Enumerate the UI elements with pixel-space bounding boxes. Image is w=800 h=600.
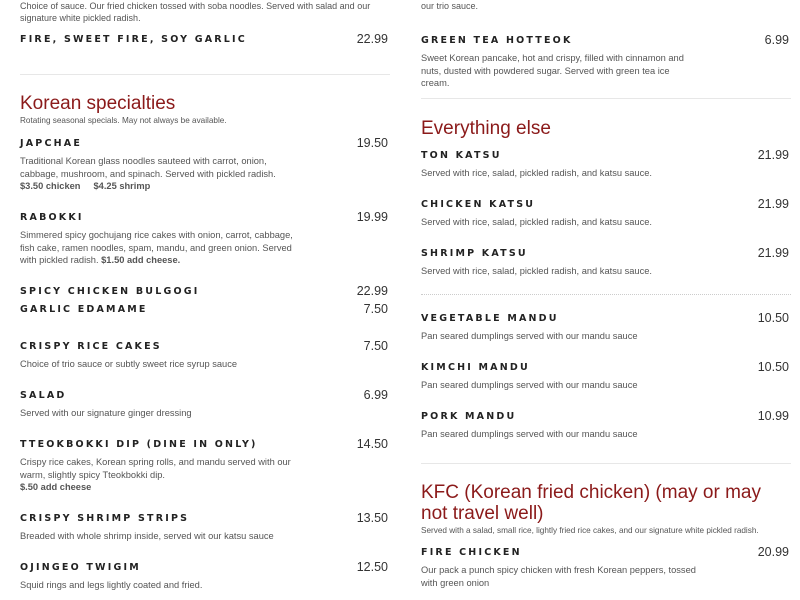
- section-divider: [421, 463, 791, 464]
- item-description: Sweet Korean pancake, hot and crispy, filled with cinnamon and nuts, dusted with powdered sugar. Served with green tea ice cream.: [421, 53, 684, 88]
- item-description: Served with rice, salad, pickled radish, and katsu sauce.: [421, 217, 652, 227]
- section-divider: [421, 98, 791, 99]
- item-description: Pan seared dumplings served with our mandu sauce: [421, 429, 638, 439]
- item-price: 21.99: [757, 246, 789, 260]
- section-title: Korean specialties: [20, 93, 176, 114]
- item-description: Our pack a punch spicy chicken with fresh Korean peppers, tossed with green onion: [421, 565, 696, 588]
- item-name: TTEOKBOKKI DIP (DINE IN ONLY): [20, 439, 258, 450]
- item-price: 6.99: [363, 388, 388, 402]
- item-name: CRISPY RICE CAKES: [20, 341, 162, 352]
- extra-option: $3.50 chicken: [20, 181, 81, 191]
- menu-item: [20, 513, 390, 543]
- item-name: OJINGEO TWIGIM: [20, 562, 141, 573]
- item-description: Pan seared dumplings served with our mandu sauce: [421, 380, 638, 390]
- menu-item: [421, 547, 791, 589]
- item-name: KIMCHI MANDU: [421, 362, 530, 373]
- menu-item: [421, 248, 791, 278]
- section-subtitle: Served with a salad, small rice, lightly fried rice cakes, and our signature white pickled radish.: [421, 526, 759, 535]
- item-name: FIRE CHICKEN: [421, 547, 522, 558]
- item-name: SHRIMP KATSU: [421, 248, 528, 259]
- extra-option: $4.25 shrimp: [93, 181, 151, 191]
- item-price: 10.50: [757, 360, 789, 374]
- item-description: Served with rice, salad, pickled radish, and katsu sauce.: [421, 266, 652, 276]
- item-price: 21.99: [757, 197, 789, 211]
- item-price: 6.99: [764, 33, 789, 47]
- item-description: Served with our signature ginger dressing: [20, 408, 192, 418]
- item-description: Choice of trio sauce or subtly sweet rice syrup sauce: [20, 359, 238, 369]
- item-price: 22.99: [356, 32, 388, 46]
- item-name: FIRE, SWEET FIRE, SOY GARLIC: [20, 34, 247, 45]
- menu-item: [20, 439, 390, 492]
- item-price: 7.50: [363, 339, 388, 353]
- item-name: SPICY CHICKEN BULGOGI: [20, 286, 200, 297]
- menu-item: [20, 138, 390, 191]
- item-name: VEGETABLE MANDU: [421, 313, 559, 324]
- menu-item: [20, 341, 390, 371]
- item-extras: [20, 181, 390, 191]
- menu-item: [20, 390, 390, 420]
- item-description: Crispy rice cakes, Korean spring rolls, and mandu served with our warm, slightly spicy Tteokbokki dip.: [20, 457, 291, 480]
- item-extras: [20, 482, 390, 492]
- menu-item: [421, 199, 791, 229]
- item-price: 21.99: [757, 148, 789, 162]
- item-name: GREEN TEA HOTTEOK: [421, 35, 573, 46]
- item-name: CHICKEN KATSU: [421, 199, 536, 210]
- item-price: 12.50: [356, 560, 388, 574]
- item-name: TON KATSU: [421, 150, 502, 161]
- item-name: PORK MANDU: [421, 411, 517, 422]
- extra-option: $.50 add cheese: [20, 482, 92, 492]
- menu-item: [20, 304, 390, 315]
- menu-item: [421, 150, 791, 180]
- section-title: Everything else: [421, 118, 551, 139]
- item-name: SALAD: [20, 390, 67, 401]
- section-divider: [20, 74, 390, 75]
- menu-item: [20, 562, 390, 592]
- item-price: 10.99: [757, 409, 789, 423]
- item-description: Served with rice, salad, pickled radish, and katsu sauce.: [421, 168, 652, 178]
- clipped-row: [421, 294, 791, 299]
- item-price: 20.99: [757, 545, 789, 559]
- item-price: 19.99: [356, 210, 388, 224]
- item-description: Breaded with whole shrimp inside, served wit our katsu sauce: [20, 531, 274, 541]
- item-description: Squid rings and legs lightly coated and fried.: [20, 580, 203, 590]
- item-description: Traditional Korean glass noodles sauteed with carrot, onion, cabbage, mushroom, and spinach. Served with pickled radish.: [20, 156, 276, 179]
- menu-item: [421, 313, 791, 343]
- item-price: 14.50: [356, 437, 388, 451]
- item-name: RABOKKI: [20, 212, 84, 223]
- menu-item: [421, 35, 791, 90]
- section-subtitle: Rotating seasonal specials. May not always be available.: [20, 116, 227, 125]
- description-addon: $1.50 add cheese.: [101, 255, 181, 265]
- item-name: JAPCHAE: [20, 138, 83, 149]
- item-description: [20, 229, 295, 267]
- item-price: 22.99: [356, 284, 388, 298]
- item-price: 19.50: [356, 136, 388, 150]
- section-title: KFC (Korean fried chicken) (may or may not travel well): [421, 482, 761, 524]
- menu-item: [421, 411, 791, 441]
- continued-description: our trio sauce.: [421, 1, 479, 11]
- item-name: CRISPY SHRIMP STRIPS: [20, 513, 190, 524]
- menu-item: [20, 286, 390, 297]
- item-price: 10.50: [757, 311, 789, 325]
- item-name: GARLIC EDAMAME: [20, 304, 148, 315]
- menu-item: [20, 34, 390, 45]
- item-price: 7.50: [363, 302, 388, 316]
- menu-item: [421, 362, 791, 392]
- description-text: Simmered spicy gochujang rice cakes with onion, carrot, cabbage, fish cake, ramen noodles, spam, mandu, and green onion. Served with pickled radish.: [20, 230, 293, 265]
- item-description: Pan seared dumplings served with our mandu sauce: [421, 331, 638, 341]
- menu-item: [20, 212, 390, 267]
- continued-description: Choice of sauce. Our fried chicken tossed with soba noodles. Served with salad and our signature white pickled radish.: [20, 1, 371, 23]
- item-price: 13.50: [356, 511, 388, 525]
